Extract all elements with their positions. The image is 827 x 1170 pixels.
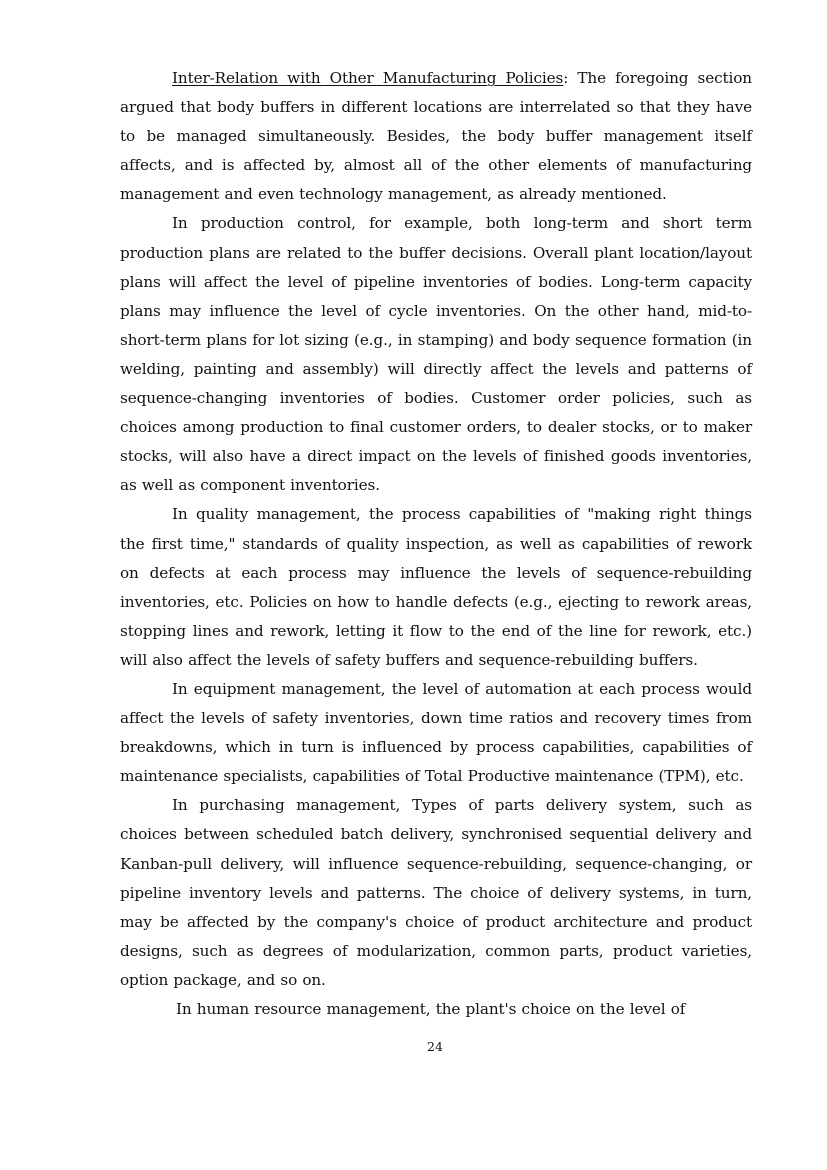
paragraph-production-control: In production control, for example, both long-term and short term production plans are related to the buffer decisions. Overall plant location/layout plans will affect the level of pipeline inventories of bodies. Long-term capacity plans may influence the level of cycle inventories. On the other hand, mid-to-short-term plans for lot sizing (e.g., in stamping) and body sequence formation (in welding, painting and assembly) will directly affect the levels and patterns of sequence-changing inventories of bodies. Customer order policies, such as choices among production to final customer orders, to dealer stocks, or to maker stocks, will also have a direct impact on the levels of finished goods inventories, as well as component inventories. (120, 214, 752, 495)
paragraph-purchasing-management: In purchasing management, Types of parts delivery system, such as choices between scheduled batch delivery, synchronised sequential delivery and Kanban-pull delivery, will influence sequence-rebuilding, sequence-changing, or pipeline inventory levels and patterns. The choice of delivery systems, in turn, may be affected by the company's choice of product architecture and product designs, such as degrees of modularization, common parts, product varieties, option package, and so on. (120, 796, 752, 989)
paragraph-quality-management: In quality management, the process capabilities of "making right things the first time," standards of quality inspection, as well as capabilities of rework on defects at each process may influence the levels of sequence-rebuilding inventories, etc. Policies on how to handle defects (e.g., ejecting to rework areas, stopping lines and rework, letting it flow to the end of the line for rework, etc.) will also affect the levels of safety buffers and sequence-rebuilding buffers. (120, 505, 752, 669)
paragraph-text: : The foregoing section argued that body buffers in different locations are interrelated so that they have to be managed simultaneously. Besides, the body buffer management itself affects, and is affected by, almost all of the other elements of manufacturing management and even technology management, as already mentioned. (120, 69, 752, 204)
section-heading: Inter-Relation with Other Manufacturing Policies (172, 69, 564, 87)
body-text (120, 64, 752, 1024)
page-number: 24 (427, 1039, 443, 1054)
paragraph-intro (120, 64, 752, 209)
paragraph-equipment-management: In equipment management, the level of automation at each process would affect the levels of safety inventories, down time ratios and recovery times from breakdowns, which in turn is influenced by process capabilities, capabilities of maintenance specialists, capabilities of Total Productive maintenance (TPM), etc. (120, 679, 752, 786)
paragraph-human-resource: In human resource management, the plant's choice on the level of (176, 1000, 686, 1018)
